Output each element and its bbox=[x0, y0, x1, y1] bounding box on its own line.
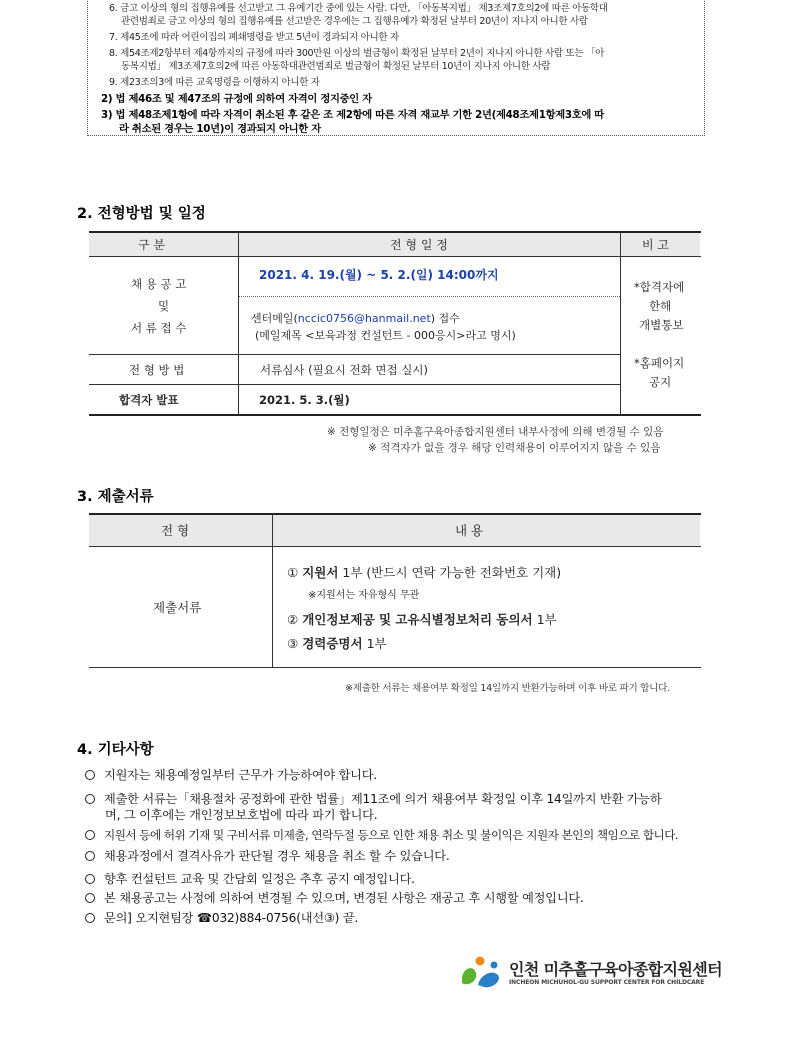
email-suffix: ) 접수 bbox=[430, 312, 460, 325]
criteria-line: 8. 제54조제2항부터 제4항까지의 규정에 따라 300만원 이상의 벌금형이 확정된 날부터 2년이 지나지 아니한 사람 또는 「아 bbox=[109, 48, 605, 59]
circle-bullet-icon bbox=[85, 794, 95, 804]
recruit-label: 서 류 접 수 bbox=[131, 321, 187, 335]
doc-item-note: ※지원서는 자유형식 무관 bbox=[308, 590, 420, 601]
list-item bbox=[85, 847, 450, 864]
criteria-line: 6. 금고 이상의 형의 집행유예를 선고받고 그 유예기간 중에 있는 사람. 다만, 「아동복지법」 제3조제7호의2에 따른 아동학대 bbox=[109, 3, 608, 14]
remark-line: 한해 bbox=[649, 299, 672, 313]
list-item-text: 본 채용공고는 사정에 의하여 변경될 수 있으며, 변경된 사항은 재공고 후 시행할 예정입니다. bbox=[104, 891, 584, 905]
item-title: 지원서 bbox=[302, 565, 339, 580]
header-schedule: 전 형 일 정 bbox=[390, 238, 448, 252]
circle-bullet-icon bbox=[85, 770, 95, 780]
email-line bbox=[251, 310, 460, 326]
criteria-line: 9. 제23조의3에 따른 교육명령을 이행하지 아니한 자 bbox=[109, 77, 320, 88]
circle-bullet-icon bbox=[85, 830, 95, 840]
table-border bbox=[89, 414, 701, 416]
criteria-line: 관련범죄로 금고 이상의 형의 집행유예를 선고받은 경우에는 그 집행유예가 확정된 날부터 20년이 지나지 아니한 사람 bbox=[121, 16, 588, 27]
item-title: 개인정보제공 및 고유식별정보처리 동의서 bbox=[302, 612, 533, 627]
item-number: ② bbox=[287, 612, 299, 627]
doc-item-consent bbox=[287, 610, 557, 628]
table-border bbox=[89, 256, 701, 257]
doc-item-career bbox=[287, 634, 387, 652]
item-number: ① bbox=[287, 565, 299, 580]
remark-line: 개별통보 bbox=[639, 318, 684, 332]
item-detail: 1부 bbox=[362, 636, 387, 651]
list-item bbox=[85, 827, 678, 843]
list-item-text: 채용과정에서 결격사유가 판단될 경우 채용을 취소 할 수 있습니다. bbox=[104, 849, 450, 863]
table-border bbox=[238, 296, 620, 297]
method-value: 서류심사 (필요시 전화 면접 실시) bbox=[260, 363, 429, 377]
center-name-english: INCHEON MICHUHOL-GU SUPPORT CENTER FOR CHILDCARE bbox=[509, 979, 705, 986]
remark-line: 공지 bbox=[649, 375, 672, 389]
circle-bullet-icon bbox=[85, 913, 95, 923]
list-item bbox=[85, 909, 358, 926]
header-type: 전 형 bbox=[161, 523, 190, 538]
criteria-bold-line: 2) 법 제46조 및 제47조의 규정에 의하여 자격이 정지중인 자 bbox=[101, 93, 372, 105]
circle-bullet-icon bbox=[85, 851, 95, 861]
header-remark: 비 고 bbox=[642, 238, 669, 252]
criteria-bold-line: 라 취소된 경우는 10년)이 경과되지 아니한 자 bbox=[119, 123, 321, 135]
item-detail: 1부 bbox=[532, 612, 557, 627]
item-detail: 1부 (반드시 연락 가능한 전화번호 기재) bbox=[338, 565, 562, 580]
email-address[interactable]: nccic0756@hanmail.net bbox=[297, 312, 431, 325]
header-category: 구 분 bbox=[138, 238, 165, 252]
header-content: 내 용 bbox=[455, 523, 484, 538]
email-prefix: 센터메일( bbox=[251, 312, 298, 325]
remark-line: *합격자에 bbox=[634, 280, 685, 294]
recruit-label: 및 bbox=[158, 299, 170, 313]
result-value: 2021. 5. 3.(월) bbox=[259, 393, 350, 407]
table-border bbox=[89, 354, 621, 355]
item-title: 경력증명서 bbox=[302, 636, 363, 651]
section-title-schedule: 2. 전형방법 및 일정 bbox=[77, 206, 206, 222]
circle-bullet-icon bbox=[85, 893, 95, 903]
method-label: 전 형 방 법 bbox=[129, 363, 185, 377]
documents-label: 제출서류 bbox=[153, 600, 202, 615]
table-border bbox=[89, 667, 701, 668]
doc-item-application bbox=[287, 563, 561, 581]
table-border bbox=[89, 546, 701, 547]
section-title-other: 4. 기타사항 bbox=[77, 742, 154, 758]
list-item-text: 향후 컨설턴트 교육 및 간담회 일정은 추후 공지 예정입니다. bbox=[104, 872, 415, 886]
circle-bullet-icon bbox=[85, 874, 95, 884]
criteria-line: 동복지법」 제3조제7호의2에 따른 아동학대관련범죄로 벌금형이 확정된 날부터 10년이 지나지 아니한 사람 bbox=[121, 61, 551, 72]
criteria-line: 7. 제45조에 따라 어린이집의 폐쇄명령을 받고 5년이 경과되지 아니한 자 bbox=[109, 32, 399, 43]
list-item bbox=[85, 790, 662, 807]
list-item-continuation: 며, 그 이후에는 개인정보보호법에 따라 파기 합니다. bbox=[105, 808, 378, 822]
list-item bbox=[85, 766, 377, 783]
schedule-note: ※ 적격자가 없을 경우 해당 인력채용이 이루어지지 않을 수 있음 bbox=[368, 442, 661, 454]
email-subject: (메일제목 <보육과정 컨설턴트 - 000응시>라고 명시) bbox=[255, 329, 516, 342]
list-item-text: 문의] 오지현팀장 ☎032)884-0756(내선③) 끝. bbox=[104, 911, 359, 925]
item-number: ③ bbox=[287, 636, 299, 651]
center-name-korean: 인천 미추홀구육아종합지원센터 bbox=[509, 960, 722, 979]
section-title-documents: 3. 제출서류 bbox=[77, 489, 154, 505]
table-border bbox=[272, 514, 273, 668]
schedule-note: ※ 전형일정은 미추홀구육아종합지원센터 내부사정에 의해 변경될 수 있음 bbox=[327, 426, 664, 438]
list-item bbox=[85, 889, 584, 906]
list-item-text: 지원자는 채용예정일부터 근무가 가능하여야 합니다. bbox=[104, 768, 377, 782]
table-border bbox=[620, 232, 621, 415]
documents-note: ※제출한 서류는 채용여부 확정일 14일까지 반환가능하며 이후 바로 파기 합니다. bbox=[345, 683, 670, 694]
table-border bbox=[238, 232, 239, 415]
remark-line: *홈페이지 bbox=[634, 356, 685, 370]
table-border bbox=[89, 384, 621, 385]
table-border bbox=[89, 231, 701, 233]
recruit-label: 채 용 공 고 bbox=[131, 277, 187, 291]
list-item-text: 제출한 서류는「채용절차 공정화에 관한 법률」제11조에 의거 채용여부 확정일 이후 14일까지 반환 가능하 bbox=[104, 792, 662, 806]
result-label: 합격자 발표 bbox=[119, 393, 179, 407]
criteria-bold-line: 3) 법 제48조제1항에 따라 자격이 취소된 후 같은 조 제2항에 따른 자격 재교부 기한 2년(제48조제1항제3호에 따 bbox=[101, 109, 604, 121]
list-item-text: 지원서 등에 허위 기재 및 구비서류 미제출, 연락두절 등으로 인한 채용 취소 및 불이익은 지원자 본인의 책임으로 합니다. bbox=[104, 828, 679, 842]
table-border bbox=[89, 513, 701, 515]
center-logo-icon bbox=[458, 955, 502, 989]
list-item bbox=[85, 870, 415, 887]
recruit-period: 2021. 4. 19.(월) ~ 5. 2.(일) 14:00까지 bbox=[259, 268, 499, 282]
